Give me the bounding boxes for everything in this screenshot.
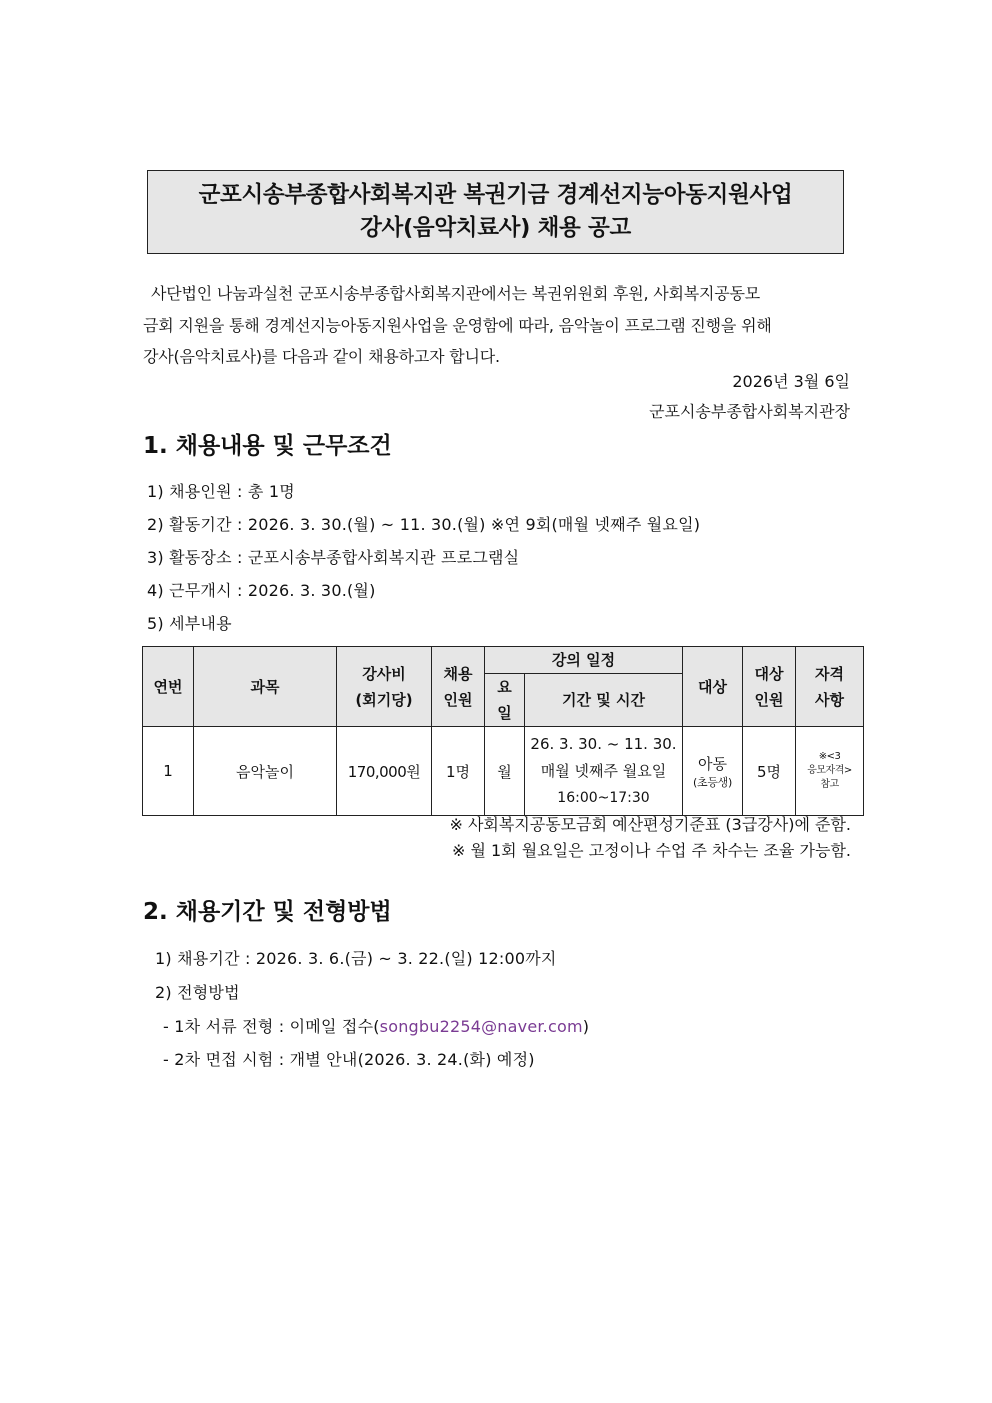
header-hire-line-2: 인원 [443, 690, 473, 709]
cell-subject: 음악놀이 [194, 727, 337, 816]
section-2-item-email-line [163, 1014, 589, 1037]
cell-qual-line-2: 응모자격> [807, 765, 852, 776]
schedule-table [142, 646, 864, 816]
header-day [485, 674, 525, 727]
header-target: 대상 [683, 647, 743, 727]
section-2-title: 2. 채용기간 및 전형방법 [143, 899, 392, 925]
cell-period [525, 727, 683, 816]
cell-qual-line-3: 참고 [820, 779, 839, 790]
cell-day: 월 [485, 727, 525, 816]
header-no: 연번 [143, 647, 194, 727]
cell-period-line-2: 매월 넷째주 월요일 [540, 761, 667, 780]
header-fee-line-2: (회기당) [355, 690, 413, 709]
cell-no: 1 [143, 727, 194, 816]
email-line-suffix: ) [582, 1017, 590, 1036]
email-line-prefix: - 1차 서류 전형 : 이메일 접수( [163, 1017, 380, 1036]
section-2-item: 1) 채용기간 : 2026. 3. 6.(금) ~ 3. 22.(일) 12:00까지 [155, 949, 557, 968]
header-count-line-1: 대상 [754, 664, 784, 683]
title-line-2: 강사(음악치료사) 채용 공고 [360, 215, 631, 241]
header-fee-line-1: 강사비 [362, 664, 406, 683]
email-address-link[interactable]: songbu2254@naver.com [379, 1017, 583, 1036]
table-note: ※ 사회복지공동모금회 예산편성기준표 (3급강사)에 준함. [449, 815, 851, 834]
intro-paragraph [143, 278, 850, 373]
header-period: 기간 및 시간 [525, 674, 683, 727]
cell-period-line-1: 26. 3. 30. ~ 11. 30. [530, 734, 677, 753]
section-1-item: 5) 세부내용 [147, 614, 232, 633]
header-hire [432, 647, 485, 727]
header-hire-line-1: 채용 [443, 664, 473, 683]
cell-fee: 170,000원 [337, 727, 432, 816]
section-2-item: 2) 전형방법 [155, 983, 240, 1002]
header-day-line-2: 일 [497, 704, 512, 722]
cell-target-line-1: 아동 [698, 754, 727, 773]
intro-line-3: 강사(음악치료사)를 다음과 같이 채용하고자 합니다. [143, 347, 500, 366]
cell-count: 5명 [743, 727, 796, 816]
section-1-item: 4) 근무개시 : 2026. 3. 30.(월) [147, 581, 376, 600]
notice-signer: 군포시송부종합사회복지관장 [649, 402, 850, 421]
header-subject: 과목 [194, 647, 337, 727]
cell-target-line-2: (초등생) [693, 775, 732, 789]
section-1-item: 2) 활동기간 : 2026. 3. 30.(월) ~ 11. 30.(월) ※연 9회(매월 넷째주 월요일) [147, 515, 701, 534]
section-1-title: 1. 채용내용 및 근무조건 [143, 433, 392, 459]
cell-period-line-3: 16:00~17:30 [557, 789, 650, 806]
notice-date: 2026년 3월 6일 [732, 372, 850, 391]
intro-line-2: 금회 지원을 통해 경계선지능아동지원사업을 운영함에 따라, 음악놀이 프로그램 진행을 위해 [143, 315, 772, 335]
header-qual-line-2: 사항 [815, 690, 844, 709]
header-day-line-1: 요 [497, 678, 512, 696]
table-row [143, 727, 864, 816]
header-count [743, 647, 796, 727]
header-schedule: 강의 일정 [485, 647, 683, 674]
section-1-item: 3) 활동장소 : 군포시송부종합사회복지관 프로그램실 [147, 548, 520, 567]
cell-target [683, 727, 743, 816]
table-note: ※ 월 1회 월요일은 고정이나 수업 주 차수는 조율 가능함. [451, 841, 851, 860]
header-qualification [796, 647, 864, 727]
section-1-item: 1) 채용인원 : 총 1명 [147, 482, 295, 501]
cell-qual-line-1: ※<3 [818, 751, 841, 762]
title-line-1: 군포시송부종합사회복지관 복권기금 경계선지능아동지원사업 [198, 182, 793, 208]
cell-qualification [796, 727, 864, 816]
header-qual-line-1: 자격 [815, 664, 844, 683]
header-fee [337, 647, 432, 727]
section-2-item: - 2차 면접 시험 : 개별 안내(2026. 3. 24.(화) 예정) [163, 1050, 535, 1069]
intro-line-1: 사단법인 나눔과실천 군포시송부종합사회복지관에서는 복권위원회 후원, 사회복지공동모 [151, 284, 761, 303]
cell-hire: 1명 [432, 727, 485, 816]
header-count-line-2: 인원 [754, 690, 784, 709]
title-box [147, 170, 844, 254]
